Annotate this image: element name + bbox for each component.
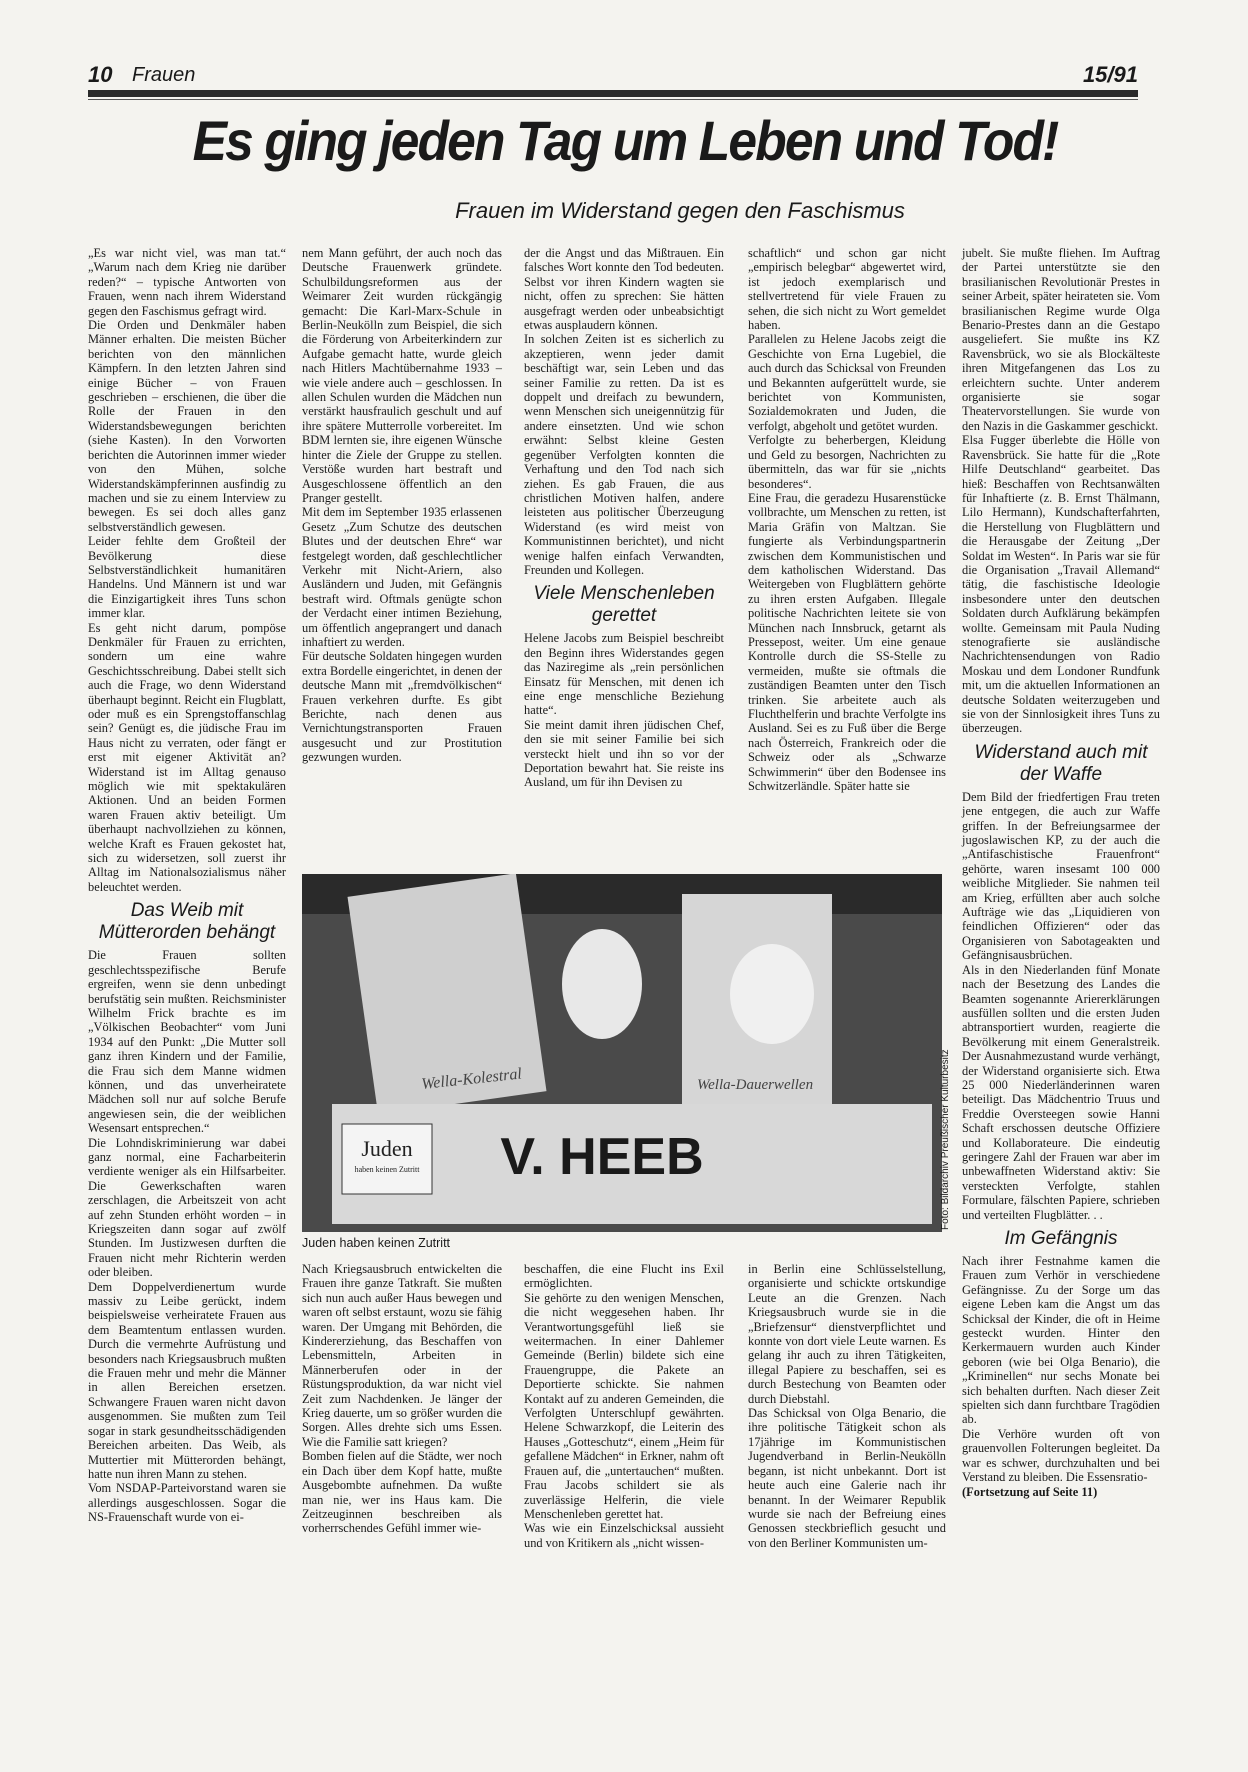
paragraph: jubelt. Sie mußte fliehen. Im Auftrag der Partei unterstützte sie den brasilianischen Revolutionär Prestes in seiner Arbeit, später heirateten sie. Vom brasilianischen Regime wurde Olga Benario-Prestes dann an die Gestapo ausgeliefert. Sie mußte ins KZ Ravensbrück, wo sie als Blockälteste ihren Mitgefangenen das Los zu erleichtern suchte. Unter anderem organisierte sie sogar Theatervorstellungen. Sie wurde von den Nazis in die Gaskammer geschickt. (962, 246, 1160, 433)
column-4-lower (748, 1262, 946, 1550)
paragraph: In solchen Zeiten ist es sicherlich zu akzeptieren, wenn jeder damit beschäftigt war, sein Leben und das seiner Familie zu retten. Da ist es doppelt und dreifach zu bewundern, wenn Menschen sich uneigennützig für andere einsetzten. Und wie schon erwähnt: Selbst kleine Gesten gegenüber Verfolgten konnten die Verhaftung und den Tod nach sich ziehen. Es gab Frauen, die aus christlichen Motiven halfen, andere leisteten aus politischer Überzeugung Widerstand (es wird meist von Kommunistinnen berichtet), und nicht wenige halfen einfach Verwandten, Freunden und Kollegen. (524, 332, 724, 577)
paragraph: der die Angst und das Mißtrauen. Ein falsches Wort konnte den Tod bedeuten. Selbst vor ihren Kindern wagten sie nicht, offen zu sprechen: Sie hätten ausgefragt werden oder unbeabsichtigt etwas ausplaudern können. (524, 246, 724, 333)
subheading-waffe: Widerstand auch mit der Waffe (974, 741, 1148, 785)
photo-shop-window (302, 874, 942, 1232)
photo-shop-sign: V. HEEB (500, 1128, 704, 1186)
paragraph: Eine Frau, die geradezu Husarenstücke vollbrachte, um Menschen zu retten, ist Maria Gräfin von Maltzan. Sie fungierte als Verbindungspartnerin zwischen dem Kommunistischen und dem katholischen Widerstand. Das Weitergeben von Flugblättern gehörte zu ihren ersten Aufgaben. Illegale politische Nachrichten leitete sie von München nach Innsbruck, getarnt als Pressepost, weiter. Um eine genaue Kontrolle durch die SS-Stelle zu vermeiden, mußte sie oftmals die zuständigen Beamten unter den Tisch trinken. Sie arbeitete auch als Fluchthelferin und brachte Verfolgte ins Ausland. Sei es zu Fuß über die Berge nach Österreich, Frankreich oder die Schweiz oder als „Schwarze Schwimmerin“ über den Bodensee ins Schwitzerländle. Später hatte sie (748, 490, 946, 794)
paragraph: Was wie ein Einzelschicksal aussieht und von Kritikern als „nicht wissen- (524, 1521, 724, 1550)
paragraph: Die Frauen sollten geschlechtsspezifische Berufe ergreifen, wenn sie denn unbedingt berufstätig sein mußten. Reichsminister Wilhelm Frick brachte es im „Völkischen Beobachter“ vom Juni 1934 auf den Punkt: „Die Mutter soll ganz ihren Kindern und der Familie, die Frau sich dem Manne widmen können, und das unverheiratete Mädchen soll nur auf solche Berufe angewiesen sein, die der weiblichen Wesensart entsprechen.“ (88, 948, 286, 1136)
column-2-lower (302, 1262, 502, 1536)
page-header (88, 62, 1138, 88)
photo-poster-left: Wella-Kolestral (420, 1065, 523, 1093)
column-3 (524, 246, 724, 790)
photo-poster-right: Wella-Dauerwellen (697, 1077, 814, 1093)
issue-number: 15/91 (1082, 62, 1138, 87)
paragraph: Parallelen zu Helene Jacobs zeigt die Geschichte von Erna Lugebiel, die auch durch das Schicksal von Freunden und Bekannten aufgerüttelt wurde, sie berichtet von Kommunisten, Sozialdemokraten und Juden, die verfolgt, abgeholt und getötet wurden. (748, 332, 946, 433)
paragraph: nem Mann geführt, der auch noch das Deutsche Frauenwerk gründete. Schulbildungsreformen aus der Weimarer Zeit wurden rückgängig gemacht: Die Karl-Marx-Schule in Berlin-Neukölln zum Beispiel, die sich die Förderung von Arbeiterkindern zur Aufgabe gemacht hatte, wurde gleich nach Hitlers Machtübernahme 1933 – wie viele andere auch – geschlossen. In allen Schulen wurden die Mädchen nun verstärkt hausfraulich geschult und auf ihre spätere Mutterrolle vorbereitet. Im BDM lernten sie, ihre eigenen Wünsche hinter die Ziele der Gruppe zu stellen. Verstöße wurden hart bestraft und Ausgeschlossene öffentlich an den Pranger gestellt. (302, 246, 502, 505)
subheading-gefaengnis: Im Gefängnis (1004, 1228, 1118, 1249)
subheading-viele: Viele Menschenleben gerettet (533, 583, 715, 627)
paragraph: Es geht nicht darum, pompöse Denkmäler für Frauen zu errichten, sondern um eine wahre Geschichtsschreibung. Dabei stellt sich auch die Frage, wo denn Widerstand überhaupt beginnt. Reicht ein Flugblatt, oder muß es ein Sprengstoffanschlag sein? Genügt es, die jüdische Frau im Haus nicht zu verraten, oder fängt er erst mit eigener Aktivität an? Widerstand ist im Alltag genauso möglich wie mit spektakulären Aktionen. Und an beiden Formen waren Frauen aktiv beteiligt. Um überhaupt nachvollziehen zu können, welche Kraft es Frauen gekostet hat, sich zu widersetzen, soll zuerst ihr Alltag im Nationalsozialismus näher beleuchtet werden. (88, 620, 286, 894)
paragraph: Sie gehörte zu den wenigen Menschen, die nicht weggesehen haben. Ihr Verantwortungsgefühl ließ sie weitermachen. In einer Dahlemer Gemeinde (Berlin) bildete sich eine Frauengruppe, die Pakete an Deportierte schickte. Sie nahmen Kontakt auf zu anderen Gemeinden, die Verfolgten Unterschlupf gewährten. Helene Schwarzkopf, die Leiterin des Hauses „Gotteschutz“, einem „Heim für gefallene Mädchen“ in Erkner, nahm oft Frauen auf, die „untertauchen“ mußten. Frau Jacobs schildert sie als zuverlässige Helferin, die viele Menschenleben gerettet hat. (524, 1290, 724, 1521)
paragraph: Die Verhöre wurden oft von grauenvollen Folterungen begleitet. Da war es schwer, durchzuhalten und bei Verstand zu bleiben. Die Essensratio- (962, 1426, 1160, 1485)
header-rule (88, 90, 1138, 97)
column-3-lower (524, 1262, 724, 1550)
photo-credit: Foto: Bildarchiv Preußischer Kulturbesitz (940, 1049, 951, 1230)
paragraph: „Es war nicht viel, was man tat.“ „Warum nach dem Krieg nie darüber reden?“ – typische Antworten von Frauen, wenn nach ihrem Widerstand gegen den Faschismus gefragt wird. (88, 246, 286, 318)
paragraph: schaftlich“ und schon gar nicht „empirisch belegbar“ abgewertet wird, ist jedoch exemplarisch und stellvertretend für viele Frauen zu sehen, die sich nicht zu Wort gemeldet haben. (748, 246, 946, 333)
paragraph: Leider fehlte dem Großteil der Bevölkerung diese Selbstverständlichkeit humanitären Handelns. Und Männern ist und war die Einzigartigkeit ihres Tuns schon immer klar. (88, 534, 286, 621)
paragraph: Als in den Niederlanden fünf Monate nach der Besetzung des Landes die Beamten sogenannte Ariererklärungen ausfüllen sollten und die ersten Juden abtransportiert wurden, reagierte die Bevölkerung mit einem Generalstreik. Der Ausnahmezustand wurde verhängt, der Widerstand organisierte sich. Etwa 25 000 Niederländerinnen waren beteiligt. Das Mädchentrio Truus und Freddie Oversteegen sowie Hanni Schaft erschossen deutsche Offiziere und Kollaborateure. Die eindeutig geringere Zahl der Frauen war aber im unbewaffneten Widerstand aktiv: Sie versteckten Verfolgte, stahlen Formulare, fälschten Papiere, schrieben und verteilten Flugblätter. . . (962, 962, 1160, 1222)
paragraph: Verfolgte zu beherbergen, Kleidung und Geld zu besorgen, Nachrichten zu übermitteln, das war für sie „nichts besonderes“. (748, 433, 946, 491)
subheading-weib: Das Weib mit Mütterorden behängt (98, 900, 276, 944)
paragraph: Mit dem im September 1935 erlassenen Gesetz „Zum Schutze des deutschen Blutes und der deutschen Ehre“ war festgelegt worden, daß geschlechtlicher Verkehr mit Nicht-Ariern, also Ausländern und Juden, mit Gefängnis bestraft wird. Oftmals genügte schon der Verdacht einer intimen Beziehung, um öffentlich angeprangert und danach inhaftiert zu werden. (302, 505, 502, 649)
photo-sign-small: haben keinen Zutritt (354, 1165, 420, 1174)
paragraph: Nach ihrer Festnahme kamen die Frauen zum Verhör in verschiedene Gefängnisse. Zu der Sorge um das eigene Leben kam die Angst um das Schicksal der Kinder, die oft in Heime gesteckt wurden. Hinter den Kerkermauern wurden auch Kinder geboren (wie bei Olga Benario), die „Kriminellen“ nur sechs Monate bei sich behalten durften. Nach dieser Zeit spielten sich dann furchtbare Tragödien ab. (962, 1254, 1160, 1427)
paragraph: Die Orden und Denkmäler haben Männer erhalten. Die meisten Bücher berichten von den männlichen Kämpfern. In den letzten Jahren sind einige Bücher – von Frauen geschrieben – erschienen, die über die Rolle der Frauen in den Widerstandsbewegungen berichten (siehe Kasten). In den Vorworten berichten die Autorinnen immer wieder von den Mühen, solche Widerstandskämpferinnen ausfindig zu machen und sie zu einem Interview zu bewegen. Es sei doch alles ganz selbstverständlich gewesen. (88, 318, 286, 534)
column-2 (302, 246, 502, 765)
paragraph: Die Lohndiskriminierung war dabei ganz normal, eine Facharbeiterin verdiente weniger als ein Hilfsarbeiter. Die Gewerkschaften waren zerschlagen, die Arbeitszeit von acht auf zehn Stunden erhöht worden – in Kriegszeiten dann sogar auf zwölf Stunden. Im Justizwesen durften die Frauen nicht mehr Richterin werden oder bleiben. (88, 1135, 286, 1280)
paragraph: Nach Kriegsausbruch entwickelten die Frauen ihre ganze Tatkraft. Sie mußten sich nun auch außer Haus bewegen und waren oft selbst erstaunt, wozu sie fähig waren. Der Umgang mit Behörden, die Kindererziehung, das Beschaffen von Lebensmitteln, Arbeiten in Männerberufen oder in der Rüstungsproduktion, da war nicht viel Zeit zum Nachdenken. Je länger der Krieg dauerte, um so größer wurden die Sorgen. Alles drehte sich ums Essen. Wie die Familie satt kriegen? (302, 1262, 502, 1449)
paragraph: beschaffen, die eine Flucht ins Exil ermöglichten. (524, 1262, 724, 1291)
column-5 (962, 246, 1160, 1499)
photo-caption: Juden haben keinen Zutritt (302, 1236, 451, 1250)
paragraph: Bomben fielen auf die Städte, wer noch ein Dach über dem Kopf hatte, mußte Ausgebombte aufnehmen. Da wußte man nie, wer ins Haus kam. Die Zeitzeuginnen beschreiben als vorherrschendes Gefühl immer wie- (302, 1449, 502, 1536)
header-rule-thin (88, 99, 1138, 100)
paragraph: Sie meint damit ihren jüdischen Chef, den sie mit seiner Familie bei sich versteckt hielt und ihn so vor der Deportation bewahrt hat. Sie reiste ins Ausland, um für ihn Devisen zu (524, 717, 724, 790)
column-4 (748, 246, 946, 793)
photo-illustration (302, 874, 942, 1232)
section-title: Frauen (132, 64, 196, 86)
page-number: 10 (88, 62, 113, 87)
paragraph: Das Schicksal von Olga Benario, die ihre politische Tätigkeit schon als 17jährige im Kommunistischen Jugendverband in Berlin-Neukölln begann, ist nicht unbekannt. Dort ist heute auch eine Galerie nach ihr benannt. In der Weimarer Republik wurde sie nach der Befreiung eines Genossen steckbrieflich gesucht und von den Berliner Kommunisten um- (748, 1406, 946, 1550)
paragraph: Für deutsche Soldaten hingegen wurden extra Bordelle eingerichtet, in denen der deutsche Mann mit „fremdvölkischen“ Frauen verkehren durfte. Es gibt Berichte, nach denen aus Vernichtungstransporten Frauen ausgesucht und zur Prostitution gezwungen wurden. (302, 649, 502, 765)
column-1 (88, 246, 286, 1525)
paragraph: Dem Doppelverdienertum wurde massiv zu Leibe gerückt, indem beispielsweise verheiratete Frauen aus dem Beamtentum entlassen wurden. Durch die vermehrte Aufrüstung und besonders nach Kriegsausbruch mußten die Frauen mehr und mehr die Männer in allen Bereichen ersetzen. Schwangere Frauen waren nicht davon ausgenommen. Sie mußten zum Teil sogar in stark gesundheitsschädigenden Bereichen arbeiten. Das Weib, als Muttertier mit Mütterorden behängt, hatte nun ihren Mann zu stehen. (88, 1279, 286, 1481)
headline: Es ging jeden Tag um Leben und Tod! (192, 109, 1058, 172)
paragraph: Elsa Fugger überlebte die Hölle von Ravensbrück. Sie hatte für die „Rote Hilfe Deutschland“ gearbeitet. Das hieß: Beschaffen von Rechtsanwälten für Inhaftierte (z. B. Ernst Thälmann, Lilo Hermann), Kundschafterfahrten, die Herstellung von Flugblättern und die Herausgabe der Zeitung „Der Soldat im Westen“. In Paris war sie für die Organisation „Travail Allemand“ tätig, die faschistische Ideologie insbesondere unter den deutschen Soldaten durch Aufklärung bekämpfen wollte. Gemeinsam mit Paula Nuding stenografierte sie ausländische Nachrichtensendungen von Radio Moskau und dem Londoner Rundfunk mit, um die aktuellen Informationen an deutsche Soldaten weiterzugeben und sie von der Sinnlosigkeit ihres Tuns zu überzeugen. (962, 433, 1160, 736)
paragraph: Dem Bild der friedfertigen Frau treten jene entgegen, die auch zur Waffe griffen. In der Befreiungsarmee der jugoslawischen KP, zu der auch die „Antifaschistische Frauenfront“ gehörte, waren insesamt 100 000 weibliche Mitglieder. Sie nahmen teil am Krieg, erfüllten aber auch solche Aufträge wie das „Liquidieren von feindlichen Offizieren“ oder das Organisieren von Sabotageakten und Gefängnisausbrüchen. (962, 789, 1160, 963)
paragraph: in Berlin eine Schlüsselstellung, organisierte und schickte ortskundige Leute an die Grenzen. Nach Kriegsausbruch wurde sie in die „Briefzensur“ dienstverpflichtet und konnte von dort viele Leute warnen. Es gelang ihr auch zu ihren Tätigkeiten, illegal Papiere zu beschaffen, sei es durch Bestechung von Beamten oder durch Diebstahl. (748, 1262, 946, 1406)
continuation-note: (Fortsetzung auf Seite 11) (962, 1484, 1098, 1499)
photo-sign-juden: Juden (361, 1136, 413, 1161)
paragraph: Vom NSDAP-Parteivorstand waren sie allerdings ausgeschlossen. Sogar die NS-Frauenschaft wurde von ei- (88, 1481, 286, 1525)
subheadline: Frauen im Widerstand gegen den Faschismus (455, 198, 905, 223)
paragraph: Helene Jacobs zum Beispiel beschreibt den Beginn ihres Widerstandes gegen das Naziregime als „rein persönlichen Einsatz für Menschen, mit denen ich eine enge menschliche Beziehung hatte“. (524, 631, 724, 718)
